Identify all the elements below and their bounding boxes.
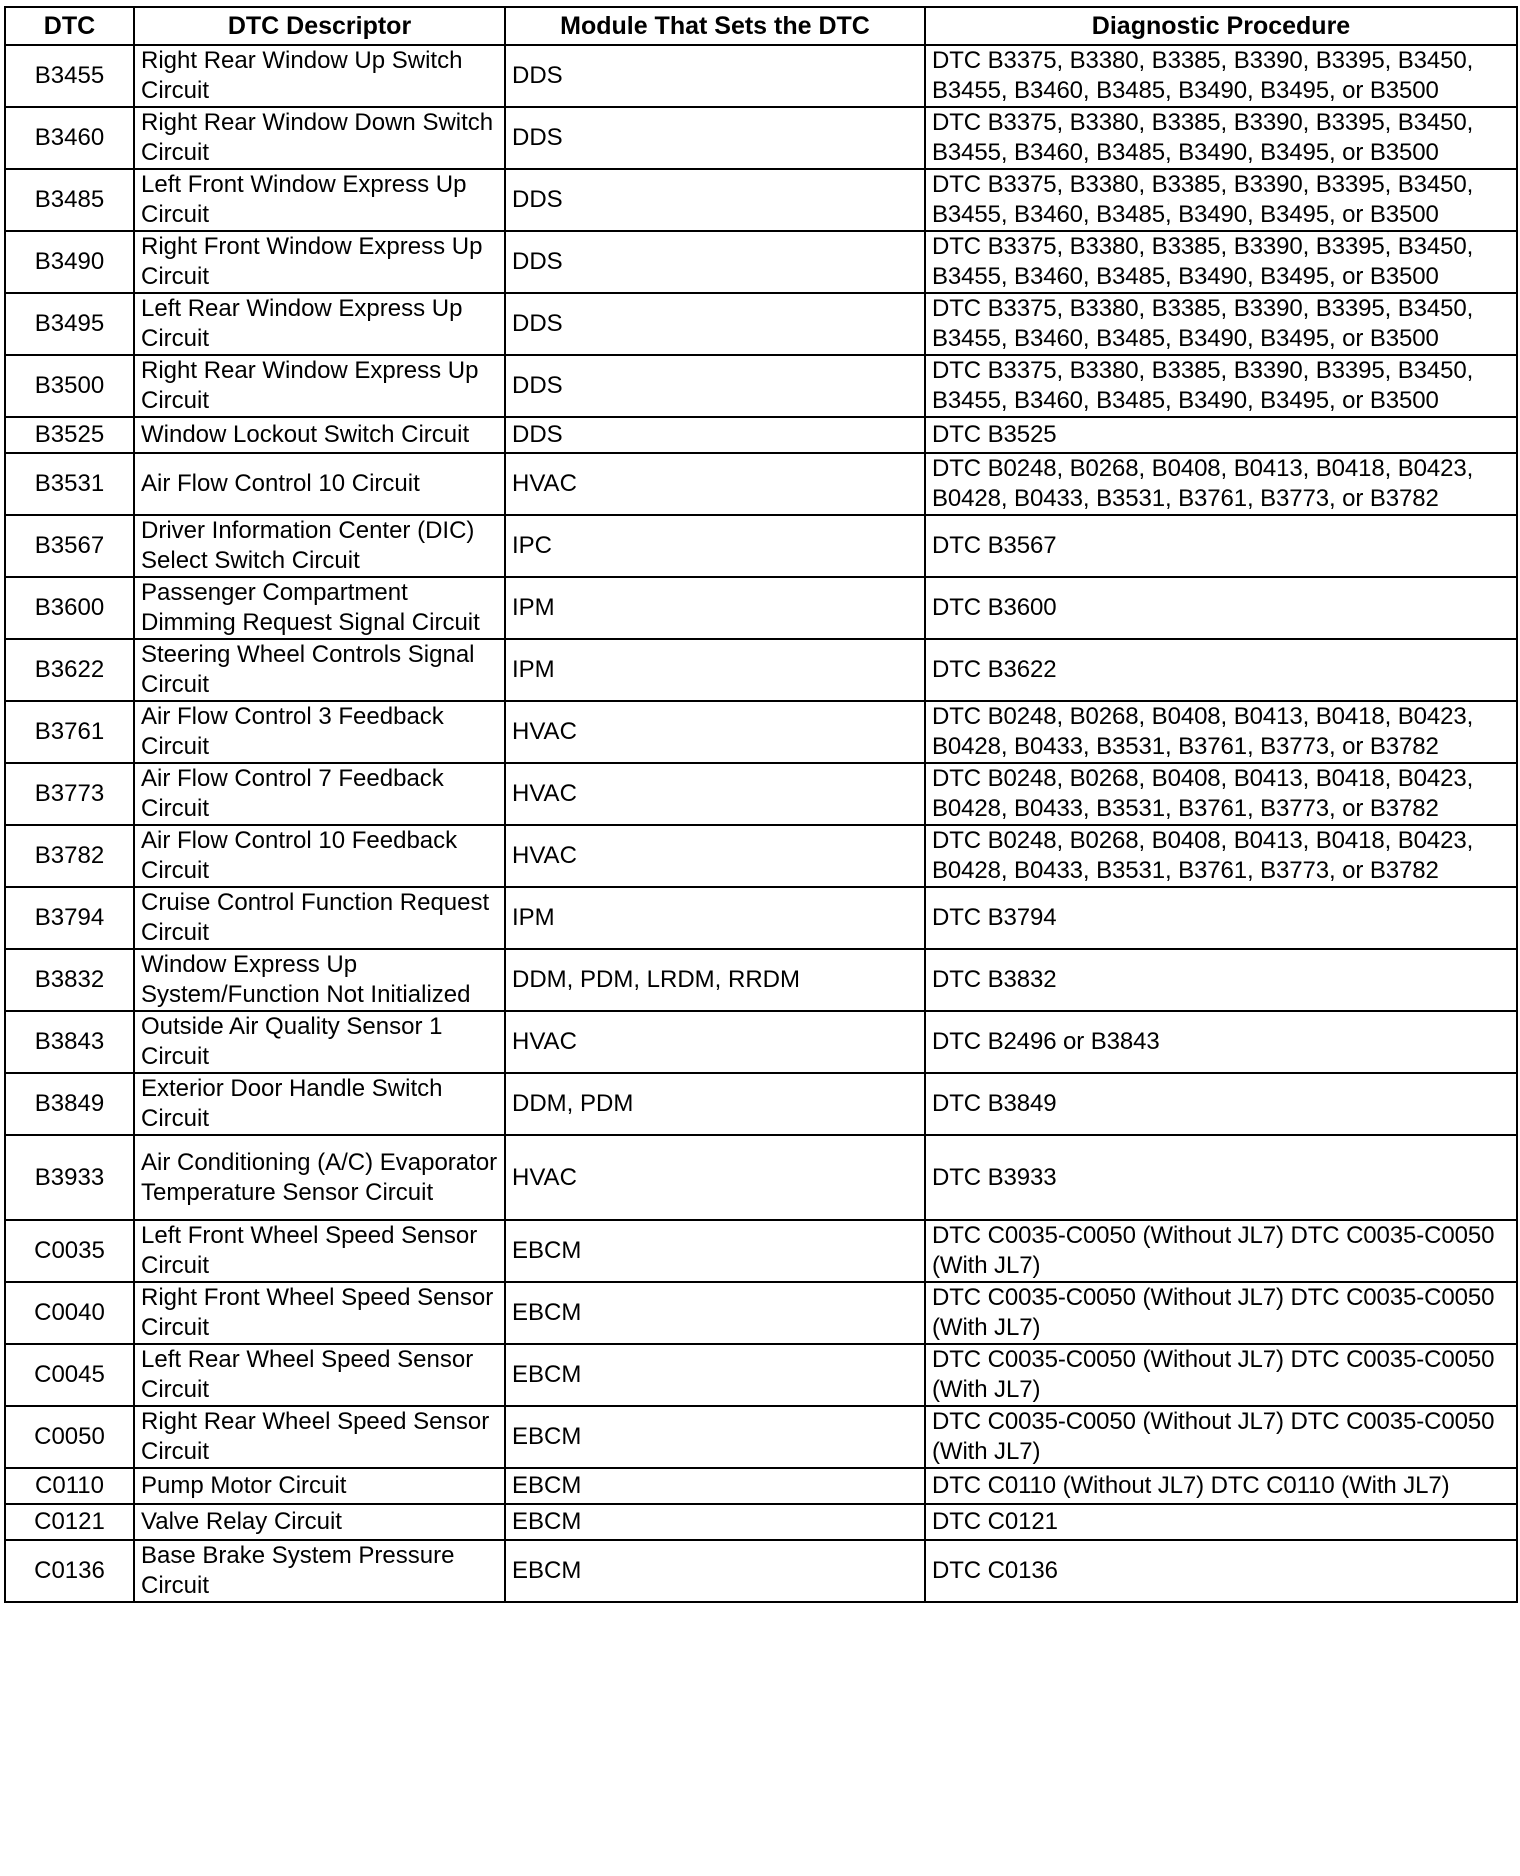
table-row (5, 231, 1517, 293)
diagnostic-procedure-cell: DTC B3832 (925, 949, 1517, 1011)
dtc-descriptor-cell: Driver Information Center (DIC) Select Switch Circuit (134, 515, 505, 577)
module-cell: IPM (505, 639, 925, 701)
diagnostic-procedure-cell: DTC B3567 (925, 515, 1517, 577)
dtc-descriptor-cell: Right Rear Window Up Switch Circuit (134, 45, 505, 107)
dtc-descriptor-cell: Steering Wheel Controls Signal Circuit (134, 639, 505, 701)
dtc-code-cell: C0121 (5, 1504, 134, 1540)
dtc-descriptor-cell: Right Front Window Express Up Circuit (134, 231, 505, 293)
module-cell: EBCM (505, 1468, 925, 1504)
table-row (5, 453, 1517, 515)
dtc-table-container (4, 6, 1518, 1603)
dtc-code-cell: C0040 (5, 1282, 134, 1344)
table-row (5, 107, 1517, 169)
table-row (5, 169, 1517, 231)
diagnostic-procedure-cell: DTC B3375, B3380, B3385, B3390, B3395, B3450, B3455, B3460, B3485, B3490, B3495, or B3500 (925, 107, 1517, 169)
table-row (5, 1468, 1517, 1504)
dtc-descriptor-cell: Exterior Door Handle Switch Circuit (134, 1073, 505, 1135)
table-row (5, 1073, 1517, 1135)
table-row (5, 1011, 1517, 1073)
module-cell: DDS (505, 293, 925, 355)
dtc-descriptor-cell: Right Front Wheel Speed Sensor Circuit (134, 1282, 505, 1344)
dtc-descriptor-cell: Air Flow Control 10 Circuit (134, 453, 505, 515)
table-row (5, 355, 1517, 417)
module-cell: EBCM (505, 1504, 925, 1540)
dtc-code-cell: C0110 (5, 1468, 134, 1504)
dtc-descriptor-cell: Air Flow Control 10 Feedback Circuit (134, 825, 505, 887)
module-cell: DDS (505, 169, 925, 231)
table-row (5, 887, 1517, 949)
module-cell: EBCM (505, 1406, 925, 1468)
diagnostic-procedure-cell: DTC B3794 (925, 887, 1517, 949)
module-cell: HVAC (505, 453, 925, 515)
dtc-code-cell: B3567 (5, 515, 134, 577)
dtc-code-cell: B3832 (5, 949, 134, 1011)
dtc-code-cell: B3761 (5, 701, 134, 763)
table-header-row (5, 7, 1517, 45)
diagnostic-procedure-cell: DTC C0035-C0050 (Without JL7) DTC C0035-C0050 (With JL7) (925, 1344, 1517, 1406)
table-row (5, 1344, 1517, 1406)
dtc-descriptor-cell: Air Flow Control 3 Feedback Circuit (134, 701, 505, 763)
diagnostic-procedure-cell: DTC B0248, B0268, B0408, B0413, B0418, B0423, B0428, B0433, B3531, B3761, B3773, or B3782 (925, 453, 1517, 515)
dtc-code-cell: B3782 (5, 825, 134, 887)
module-cell: HVAC (505, 825, 925, 887)
table-row (5, 1282, 1517, 1344)
table-row (5, 45, 1517, 107)
table-row (5, 1220, 1517, 1282)
dtc-code-cell: B3460 (5, 107, 134, 169)
dtc-descriptor-cell: Air Flow Control 7 Feedback Circuit (134, 763, 505, 825)
module-cell: EBCM (505, 1344, 925, 1406)
module-cell: EBCM (505, 1282, 925, 1344)
table-row (5, 763, 1517, 825)
dtc-descriptor-cell: Passenger Compartment Dimming Request Signal Circuit (134, 577, 505, 639)
module-cell: HVAC (505, 1011, 925, 1073)
module-cell: IPC (505, 515, 925, 577)
diagnostic-procedure-cell: DTC B3375, B3380, B3385, B3390, B3395, B3450, B3455, B3460, B3485, B3490, B3495, or B3500 (925, 169, 1517, 231)
diagnostic-procedure-cell: DTC B0248, B0268, B0408, B0413, B0418, B0423, B0428, B0433, B3531, B3761, B3773, or B3782 (925, 763, 1517, 825)
table-row (5, 577, 1517, 639)
table-row (5, 825, 1517, 887)
dtc-code-cell: C0045 (5, 1344, 134, 1406)
diagnostic-procedure-cell: DTC C0035-C0050 (Without JL7) DTC C0035-C0050 (With JL7) (925, 1220, 1517, 1282)
diagnostic-procedure-cell: DTC B3622 (925, 639, 1517, 701)
module-cell: DDS (505, 45, 925, 107)
diagnostic-procedure-cell: DTC B3933 (925, 1135, 1517, 1220)
table-row (5, 515, 1517, 577)
dtc-code-cell: B3495 (5, 293, 134, 355)
module-cell: IPM (505, 887, 925, 949)
diagnostic-procedure-cell: DTC C0035-C0050 (Without JL7) DTC C0035-C0050 (With JL7) (925, 1282, 1517, 1344)
dtc-descriptor-cell: Air Conditioning (A/C) Evaporator Temperature Sensor Circuit (134, 1135, 505, 1220)
dtc-descriptor-cell: Cruise Control Function Request Circuit (134, 887, 505, 949)
dtc-code-cell: C0136 (5, 1540, 134, 1602)
module-cell: EBCM (505, 1540, 925, 1602)
module-cell: DDS (505, 231, 925, 293)
dtc-code-cell: B3490 (5, 231, 134, 293)
table-row (5, 949, 1517, 1011)
diagnostic-procedure-cell: DTC C0121 (925, 1504, 1517, 1540)
dtc-code-cell: C0035 (5, 1220, 134, 1282)
header-diagnostic-procedure: Diagnostic Procedure (925, 7, 1517, 45)
diagnostic-procedure-cell: DTC B3375, B3380, B3385, B3390, B3395, B3450, B3455, B3460, B3485, B3490, B3495, or B3500 (925, 355, 1517, 417)
diagnostic-procedure-cell: DTC C0110 (Without JL7) DTC C0110 (With JL7) (925, 1468, 1517, 1504)
dtc-code-cell: B3600 (5, 577, 134, 639)
table-row (5, 1406, 1517, 1468)
dtc-descriptor-cell: Pump Motor Circuit (134, 1468, 505, 1504)
header-dtc-descriptor: DTC Descriptor (134, 7, 505, 45)
dtc-descriptor-cell: Right Rear Window Express Up Circuit (134, 355, 505, 417)
module-cell: HVAC (505, 1135, 925, 1220)
diagnostic-procedure-cell: DTC B3600 (925, 577, 1517, 639)
module-cell: DDS (505, 417, 925, 453)
dtc-descriptor-cell: Left Rear Wheel Speed Sensor Circuit (134, 1344, 505, 1406)
header-dtc: DTC (5, 7, 134, 45)
dtc-code-cell: B3455 (5, 45, 134, 107)
module-cell: IPM (505, 577, 925, 639)
diagnostic-procedure-cell: DTC B0248, B0268, B0408, B0413, B0418, B0423, B0428, B0433, B3531, B3761, B3773, or B3782 (925, 701, 1517, 763)
dtc-code-cell: B3843 (5, 1011, 134, 1073)
diagnostic-procedure-cell: DTC B3375, B3380, B3385, B3390, B3395, B3450, B3455, B3460, B3485, B3490, B3495, or B3500 (925, 45, 1517, 107)
diagnostic-procedure-cell: DTC B3849 (925, 1073, 1517, 1135)
table-row (5, 701, 1517, 763)
table-row (5, 639, 1517, 701)
dtc-descriptor-cell: Window Lockout Switch Circuit (134, 417, 505, 453)
dtc-code-cell: B3849 (5, 1073, 134, 1135)
table-row (5, 293, 1517, 355)
dtc-table (4, 6, 1518, 1603)
table-row (5, 1135, 1517, 1220)
dtc-code-cell: B3485 (5, 169, 134, 231)
module-cell: DDS (505, 355, 925, 417)
header-module: Module That Sets the DTC (505, 7, 925, 45)
dtc-descriptor-cell: Valve Relay Circuit (134, 1504, 505, 1540)
dtc-code-cell: B3525 (5, 417, 134, 453)
dtc-code-cell: B3773 (5, 763, 134, 825)
dtc-descriptor-cell: Right Rear Wheel Speed Sensor Circuit (134, 1406, 505, 1468)
module-cell: EBCM (505, 1220, 925, 1282)
diagnostic-procedure-cell: DTC B3525 (925, 417, 1517, 453)
diagnostic-procedure-cell: DTC C0035-C0050 (Without JL7) DTC C0035-C0050 (With JL7) (925, 1406, 1517, 1468)
dtc-descriptor-cell: Left Rear Window Express Up Circuit (134, 293, 505, 355)
dtc-code-cell: B3622 (5, 639, 134, 701)
dtc-descriptor-cell: Left Front Window Express Up Circuit (134, 169, 505, 231)
module-cell: HVAC (505, 763, 925, 825)
dtc-descriptor-cell: Base Brake System Pressure Circuit (134, 1540, 505, 1602)
dtc-descriptor-cell: Window Express Up System/Function Not Initialized (134, 949, 505, 1011)
table-row (5, 417, 1517, 453)
dtc-code-cell: B3500 (5, 355, 134, 417)
dtc-code-cell: C0050 (5, 1406, 134, 1468)
dtc-descriptor-cell: Left Front Wheel Speed Sensor Circuit (134, 1220, 505, 1282)
diagnostic-procedure-cell: DTC B3375, B3380, B3385, B3390, B3395, B3450, B3455, B3460, B3485, B3490, B3495, or B3500 (925, 231, 1517, 293)
dtc-descriptor-cell: Right Rear Window Down Switch Circuit (134, 107, 505, 169)
table-row (5, 1504, 1517, 1540)
module-cell: DDM, PDM, LRDM, RRDM (505, 949, 925, 1011)
diagnostic-procedure-cell: DTC B0248, B0268, B0408, B0413, B0418, B0423, B0428, B0433, B3531, B3761, B3773, or B3782 (925, 825, 1517, 887)
diagnostic-procedure-cell: DTC B3375, B3380, B3385, B3390, B3395, B3450, B3455, B3460, B3485, B3490, B3495, or B3500 (925, 293, 1517, 355)
table-row (5, 1540, 1517, 1602)
module-cell: HVAC (505, 701, 925, 763)
dtc-descriptor-cell: Outside Air Quality Sensor 1 Circuit (134, 1011, 505, 1073)
module-cell: DDS (505, 107, 925, 169)
diagnostic-procedure-cell: DTC C0136 (925, 1540, 1517, 1602)
module-cell: DDM, PDM (505, 1073, 925, 1135)
dtc-code-cell: B3933 (5, 1135, 134, 1220)
dtc-code-cell: B3794 (5, 887, 134, 949)
diagnostic-procedure-cell: DTC B2496 or B3843 (925, 1011, 1517, 1073)
dtc-code-cell: B3531 (5, 453, 134, 515)
